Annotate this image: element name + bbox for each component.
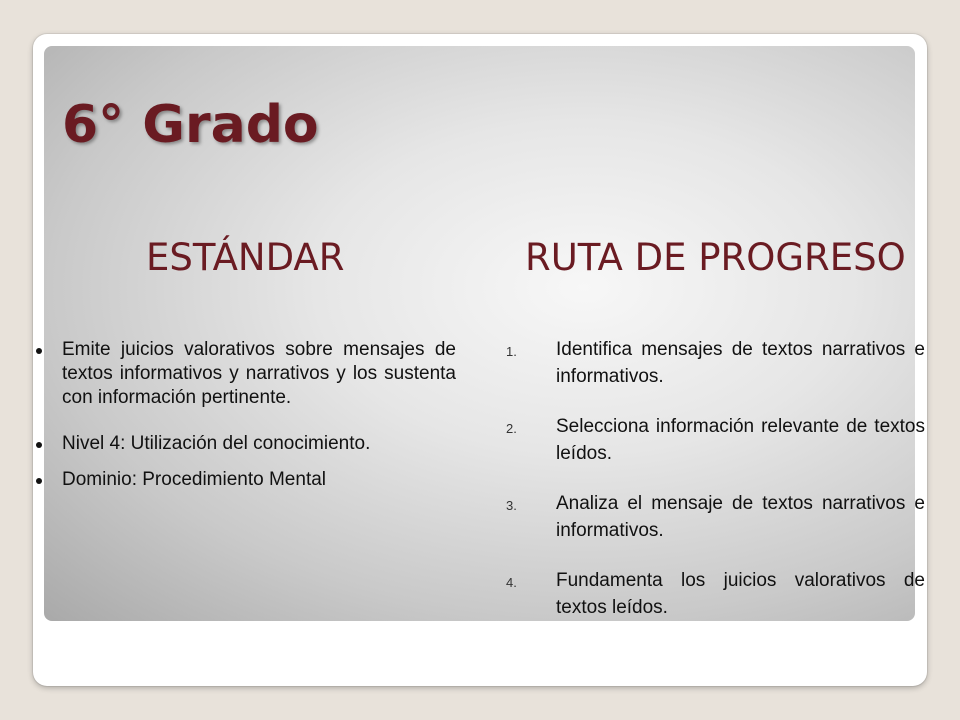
ruta-item-text: Fundamenta los juicios valorativos de textos leídos. (556, 570, 925, 618)
estandar-item-text: Nivel 4: Utilización del conocimiento. (62, 433, 371, 454)
bullet-icon (36, 478, 42, 484)
bullet-icon (36, 442, 42, 448)
estandar-list (62, 338, 456, 504)
ruta-item-text: Selecciona información relevante de textos leídos. (556, 416, 925, 464)
list-item (506, 490, 925, 544)
list-item (62, 468, 456, 492)
list-item (506, 413, 925, 467)
ruta-item-text: Analiza el mensaje de textos narrativos e informativos. (556, 493, 925, 541)
ruta-item-text: Identifica mensajes de textos narrativos e informativos. (556, 339, 925, 387)
ruta-list (506, 336, 925, 644)
item-number: 2. (506, 421, 517, 436)
list-item (506, 567, 925, 621)
list-item (62, 338, 456, 410)
list-item (506, 336, 925, 390)
item-number: 4. (506, 575, 517, 590)
list-item (62, 432, 456, 456)
slide-title: 6° Grado (62, 95, 319, 155)
ruta-heading: RUTA DE PROGRESO (525, 236, 906, 279)
bullet-icon (36, 348, 42, 354)
estandar-heading: ESTÁNDAR (146, 236, 345, 279)
estandar-item-text: Dominio: Procedimiento Mental (62, 469, 327, 490)
item-number: 1. (506, 344, 517, 359)
item-number: 3. (506, 498, 517, 513)
estandar-item-text: Emite juicios valorativos sobre mensajes de textos informativos y narrativos y los sustenta con información pertinente. (62, 339, 456, 408)
